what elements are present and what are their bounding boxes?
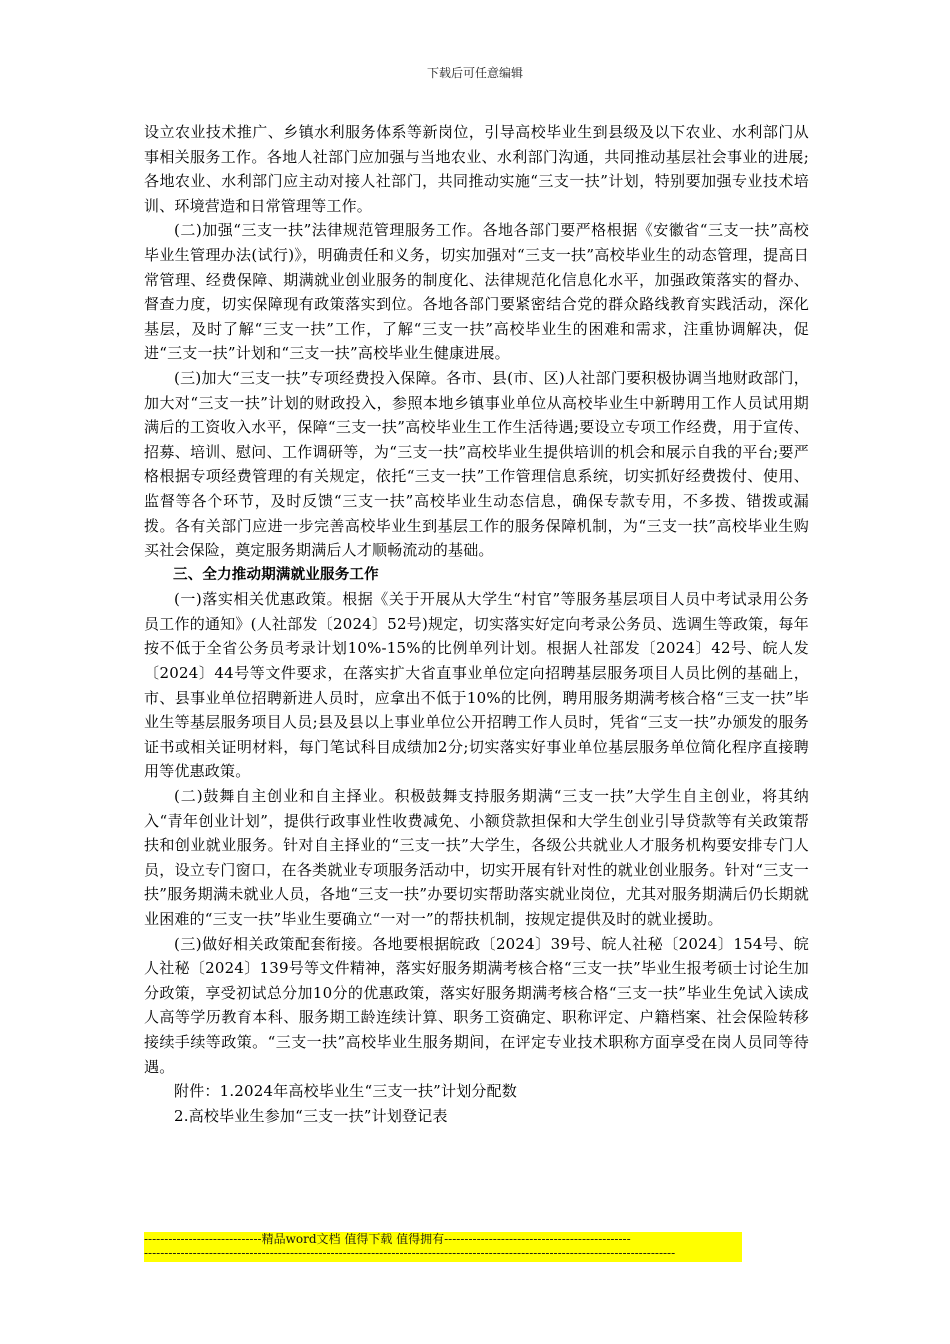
- paragraph-entrepreneurship: (二)鼓舞自主创业和自主择业。积极鼓舞支持服务期满“三支一扶”大学生自主创业，将其纳入“青年创业计划”，提供行政事业性收费减免、小额贷款担保和大学生创业引导贷款等有关政策帮扶和创业就业服务。针对自主择业的“三支一扶”大学生，各级公共就业人才服务机构要安排专门人员，设立专门窗口，在各类就业专项服务活动中，切实开展有针对性的就业创业服务。针对“三支一扶”服务期满未就业人员，各地“三支一扶”办要切实帮助落实就业岗位，尤其对服务期满后仍长期就业困难的“三支一扶”毕业生要确立“一对一”的帮扶机制，按规定提供及时的就业援助。: [144, 787, 809, 928]
- paragraph-legal-management: (二)加强“三支一扶”法律规范管理服务工作。各地各部门要严格根据《安徽省“三支一扶”高校毕业生管理办法(试行)》，明确责任和义务，切实加强对“三支一扶”高校毕业生的动态管理，提高日常管理、经费保障、期满就业创业服务的制度化、法律规范化信息化水平，加强政策落实的督办、督查力度，切实保障现有政策落实到位。各地各部门要紧密结合党的群众路线教育实践活动，深化基层，及时了解“三支一扶”工作，了解“三支一扶”高校毕业生的困难和需求，注重协调解决，促进“三支一扶”计划和“三支一扶”高校毕业生健康进展。: [144, 221, 809, 363]
- paragraph-preferential-policy: (一)落实相关优惠政策。根据《关于开展从大学生“村官”等服务基层项目人员中考试录用公务员工作的通知》(人社部发〔2024〕52号)规定，切实落实好定向考录公务员、选调生等政策，每年按不低于全省公务员考录计划10%-15%的比例单列计划。根据人社部发〔2024〕42号、皖人发〔2024〕44号等文件要求，在落实扩大省直事业单位定向招聘基层服务项目人员比例的基础上，市、县事业单位招聘新进人员时，应拿出不低于10%的比例，聘用服务期满考核合格“三支一扶”毕业生等基层服务项目人员;县及县以上事业单位公开招聘工作人员时，凭省“三支一扶”办颁发的服务证书或相关证明材料，每门笔试科目成绩加2分;切实落实好事业单位基层服务单位简化程序直接聘用等优惠政策。: [144, 590, 809, 781]
- paragraph-policy-linkage: (三)做好相关政策配套衔接。各地要根据皖政〔2024〕39号、皖人社秘〔2024〕154号、皖人社秘〔2024〕139号等文件精神，落实好服务期满考核合格“三支一扶”毕业生报考硕士讨论生加分政策，享受初试总分加10分的优惠政策，落实好服务期满考核合格“三支一扶”毕业生免试入读成人高等学历教育本科、服务期工龄连续计算、职务工资确定、职称评定、户籍档案、社会保险转移接续手续等政策。“三支一扶”高校毕业生服务期间，在评定专业技术职称方面享受在岗人员同等待遇。: [144, 934, 809, 1076]
- footer-banner-line: -----------------------------精品word文档 值得下载 值得拥有----------------------------------------------: [144, 1232, 631, 1246]
- paragraph-funding: (三)加大“三支一扶”专项经费投入保障。各市、县(市、区)人社部门要积极协调当地财政部门，加大对“三支一扶”计划的财政投入，参照本地乡镇事业单位从高校毕业生中新聘用工作人员试用期满后的工资收入水平，保障“三支一扶”高校毕业生工作生活待遇;要设立专项工作经费，用于宣传、招募、培训、慰问、工作调研等，为“三支一扶”高校毕业生提供培训的机会和展示自我的平台;要严格根据专项经费管理的有关规定，依托“三支一扶”工作管理信息系统，切实抓好经费拨付、使用、监督等各个环节，及时反馈“三支一扶”高校毕业生动态信息，确保专款专用，不多拨、错拨或漏拨。各有关部门应进一步完善高校毕业生到基层工作的服务保障机制，为“三支一扶”高校毕业生购买社会保险，奠定服务期满后人才顺畅流动的基础。: [144, 368, 809, 560]
- paragraph-intro: 设立农业技术推广、乡镇水利服务体系等新岗位，引导高校毕业生到县级及以下农业、水利部门从事相关服务工作。各地人社部门应加强与当地农业、水利部门沟通，共同推动基层社会事业的进展;各地农业、水利部门应主动对接人社部门，共同推动实施“三支一扶”计划，特别要加强专业技术培训、环境营造和日常管理等工作。: [144, 123, 809, 215]
- footer-dash-line: -----------------------------------------------------------------------------------------------------------------------------------: [144, 1246, 676, 1260]
- page-header-note: 下载后可任意编辑: [426, 66, 523, 80]
- attachment-line-2: 2.高校毕业生参加“三支一扶”计划登记表: [174, 1106, 448, 1125]
- attachment-line-1: 附件：1.2024年高校毕业生“三支一扶”计划分配数: [174, 1082, 518, 1101]
- document-body: [144, 120, 809, 1128]
- section-heading-3: 三、全力推动期满就业服务工作: [173, 566, 379, 583]
